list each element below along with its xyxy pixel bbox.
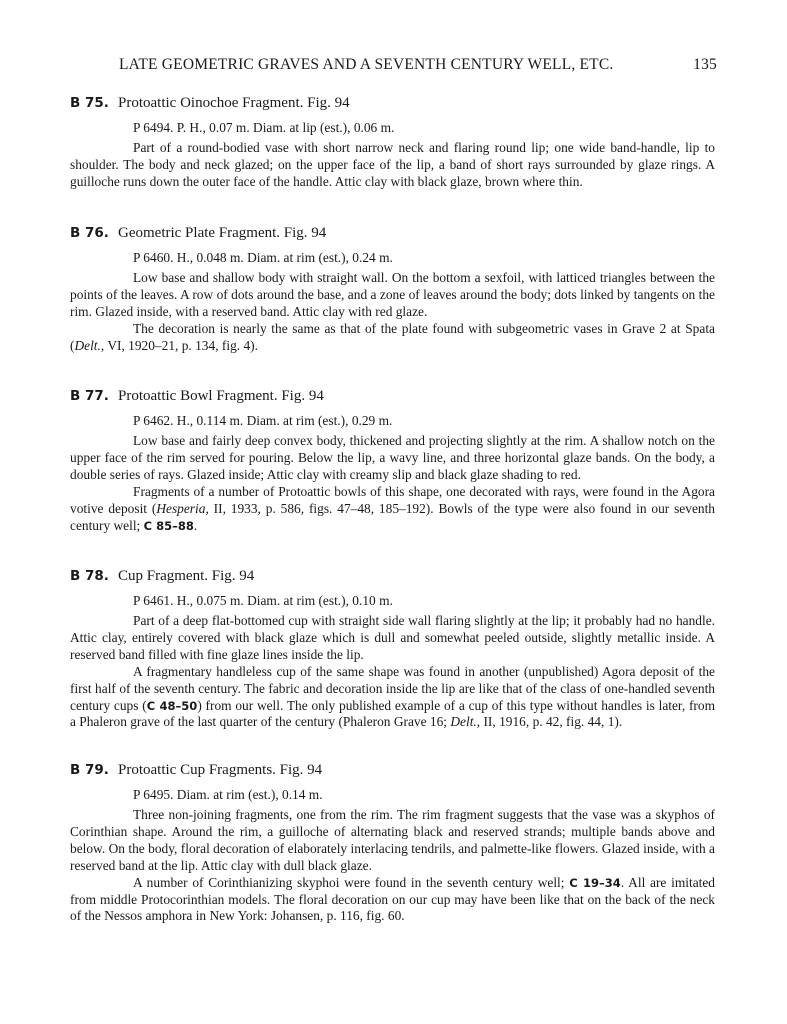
entry-meta: P 6460. H., 0.048 m. Diam. at rim (est.), 0.24 m. bbox=[133, 250, 393, 265]
journal-abbrev: Delt. bbox=[450, 714, 477, 730]
entry-meta: P 6495. Diam. at rim (est.), 0.14 m. bbox=[133, 787, 323, 802]
entry-paragraph: The decoration is nearly the same as that of the plate found with subgeometric vases in Grave 2 at Spata (Delt., VI, 1920–21, p. 134, fig. 4). bbox=[70, 320, 715, 353]
entry-meta: P 6494. P. H., 0.07 m. Diam. at lip (est.), 0.06 m. bbox=[133, 120, 395, 135]
running-head-title: LATE GEOMETRIC GRAVES AND A SEVENTH CENTURY WELL, ETC. bbox=[119, 56, 614, 73]
entry-number: B 77. bbox=[70, 388, 109, 404]
catalog-crossref: C 48–50 bbox=[146, 698, 198, 713]
catalog-entry-b76 bbox=[70, 223, 715, 355]
entry-paragraph: Part of a round-bodied vase with short narrow neck and flaring round lip; one wide band-handle, lip to shoulder. The body and neck glazed; on the upper face of the lip, a band of short rays surrounded by glaze rings. A guilloche runs down the outer face of the handle. Attic clay with black glaze, brown where thin. bbox=[70, 140, 715, 189]
catalog-entry-b79 bbox=[70, 760, 715, 925]
entry-title: Cup Fragment. Fig. 94 bbox=[118, 568, 255, 584]
entry-meta: P 6461. H., 0.075 m. Diam. at rim (est.), 0.10 m. bbox=[133, 593, 393, 608]
entry-number: B 79. bbox=[70, 762, 109, 778]
entry-heading bbox=[70, 386, 715, 406]
page-number: 135 bbox=[693, 56, 717, 73]
catalog-crossref: C 85–88 bbox=[143, 518, 194, 533]
entry-number: B 78. bbox=[70, 568, 109, 584]
entry-title: Protoattic Cup Fragments. Fig. 94 bbox=[118, 762, 323, 778]
entry-meta: P 6462. H., 0.114 m. Diam. at rim (est.), 0.29 m. bbox=[133, 413, 393, 428]
entry-paragraph: Low base and shallow body with straight wall. On the bottom a sexfoil, with latticed triangles between the points of the leaves. A row of dots around the base, and a zone of leaves around the body; dots linked by tangents on the rim. Glazed inside, with a reserved band. Attic clay with red glaze. bbox=[70, 270, 715, 319]
catalog-crossref: C 19–34 bbox=[569, 875, 621, 890]
entry-paragraph: A number of Corinthianizing skyphoi were found in the seventh century well; C 19–34. All are imitated from middle Protocorinthian models. The floral decoration on our cup may have been like that on the back of the neck of the Nessos amphora in New York: Johansen, p. 116, fig. 60. bbox=[70, 874, 715, 924]
entry-heading bbox=[70, 93, 715, 113]
journal-abbrev: Delt. bbox=[74, 337, 101, 353]
entry-paragraph: A fragmentary handleless cup of the same shape was found in another (unpublished) Agora deposit of the first half of the seventh century. The fabric and decoration inside the lip are like that of the class of one-handled seventh century cups (C 48–50) from our well. The only published example of a cup of this type without handles is later, from a Phaleron grave of the last quarter of the century (Phaleron Grave 16; Delt., II, 1916, p. 42, fig. 44, 1). bbox=[70, 663, 715, 730]
entry-title: Protoattic Oinochoe Fragment. Fig. 94 bbox=[118, 95, 350, 111]
entry-heading bbox=[70, 223, 715, 243]
catalog-entry-b75 bbox=[70, 93, 715, 191]
entry-heading bbox=[70, 760, 715, 780]
entry-paragraph: Fragments of a number of Protoattic bowls of this shape, one decorated with rays, were found in the Agora votive deposit (Hesperia, II, 1933, p. 586, figs. 47–48, 185–192). Bowls of the type were also found in our seventh century well; C 85–88. bbox=[70, 483, 716, 533]
entry-paragraph: Three non-joining fragments, one from the rim. The rim fragment suggests that the vase was a skyphos of Corinthian shape. Around the rim, a guilloche of alternating black and reserved strands; multiple bands above and below. On the body, floral decoration of elaborately interlacing tendrils, and palmette-like flowers. Glazed inside, with a reserved band at the lip. Attic clay with dull black glaze. bbox=[70, 807, 715, 873]
entry-number: B 75. bbox=[70, 95, 109, 111]
entry-paragraph: Low base and fairly deep convex body, thickened and projecting slightly at the rim. A shallow notch on the upper face of the rim served for pouring. Below the lip, a wavy line, and three horizontal glaze bands. On the body, a double series of rays. Glazed inside; Attic clay with creamy slip and black glaze shading to red. bbox=[70, 433, 715, 482]
entry-title: Protoattic Bowl Fragment. Fig. 94 bbox=[118, 388, 324, 404]
journal-title: Hesperia bbox=[156, 500, 206, 516]
catalog-entry-b77 bbox=[70, 386, 715, 534]
entry-number: B 76. bbox=[70, 225, 109, 241]
entry-paragraph: Part of a deep flat-bottomed cup with straight side wall flaring slightly at the lip; it probably had no handle. Attic clay, entirely covered with black glaze which is dull and somewhat peeled outside, slightly metallic inside. A reserved band filled with fine glaze lines inside the lip. bbox=[70, 613, 715, 662]
entry-title: Geometric Plate Fragment. Fig. 94 bbox=[118, 225, 327, 241]
catalog-entry-b78 bbox=[70, 566, 715, 731]
entry-heading bbox=[70, 566, 715, 586]
